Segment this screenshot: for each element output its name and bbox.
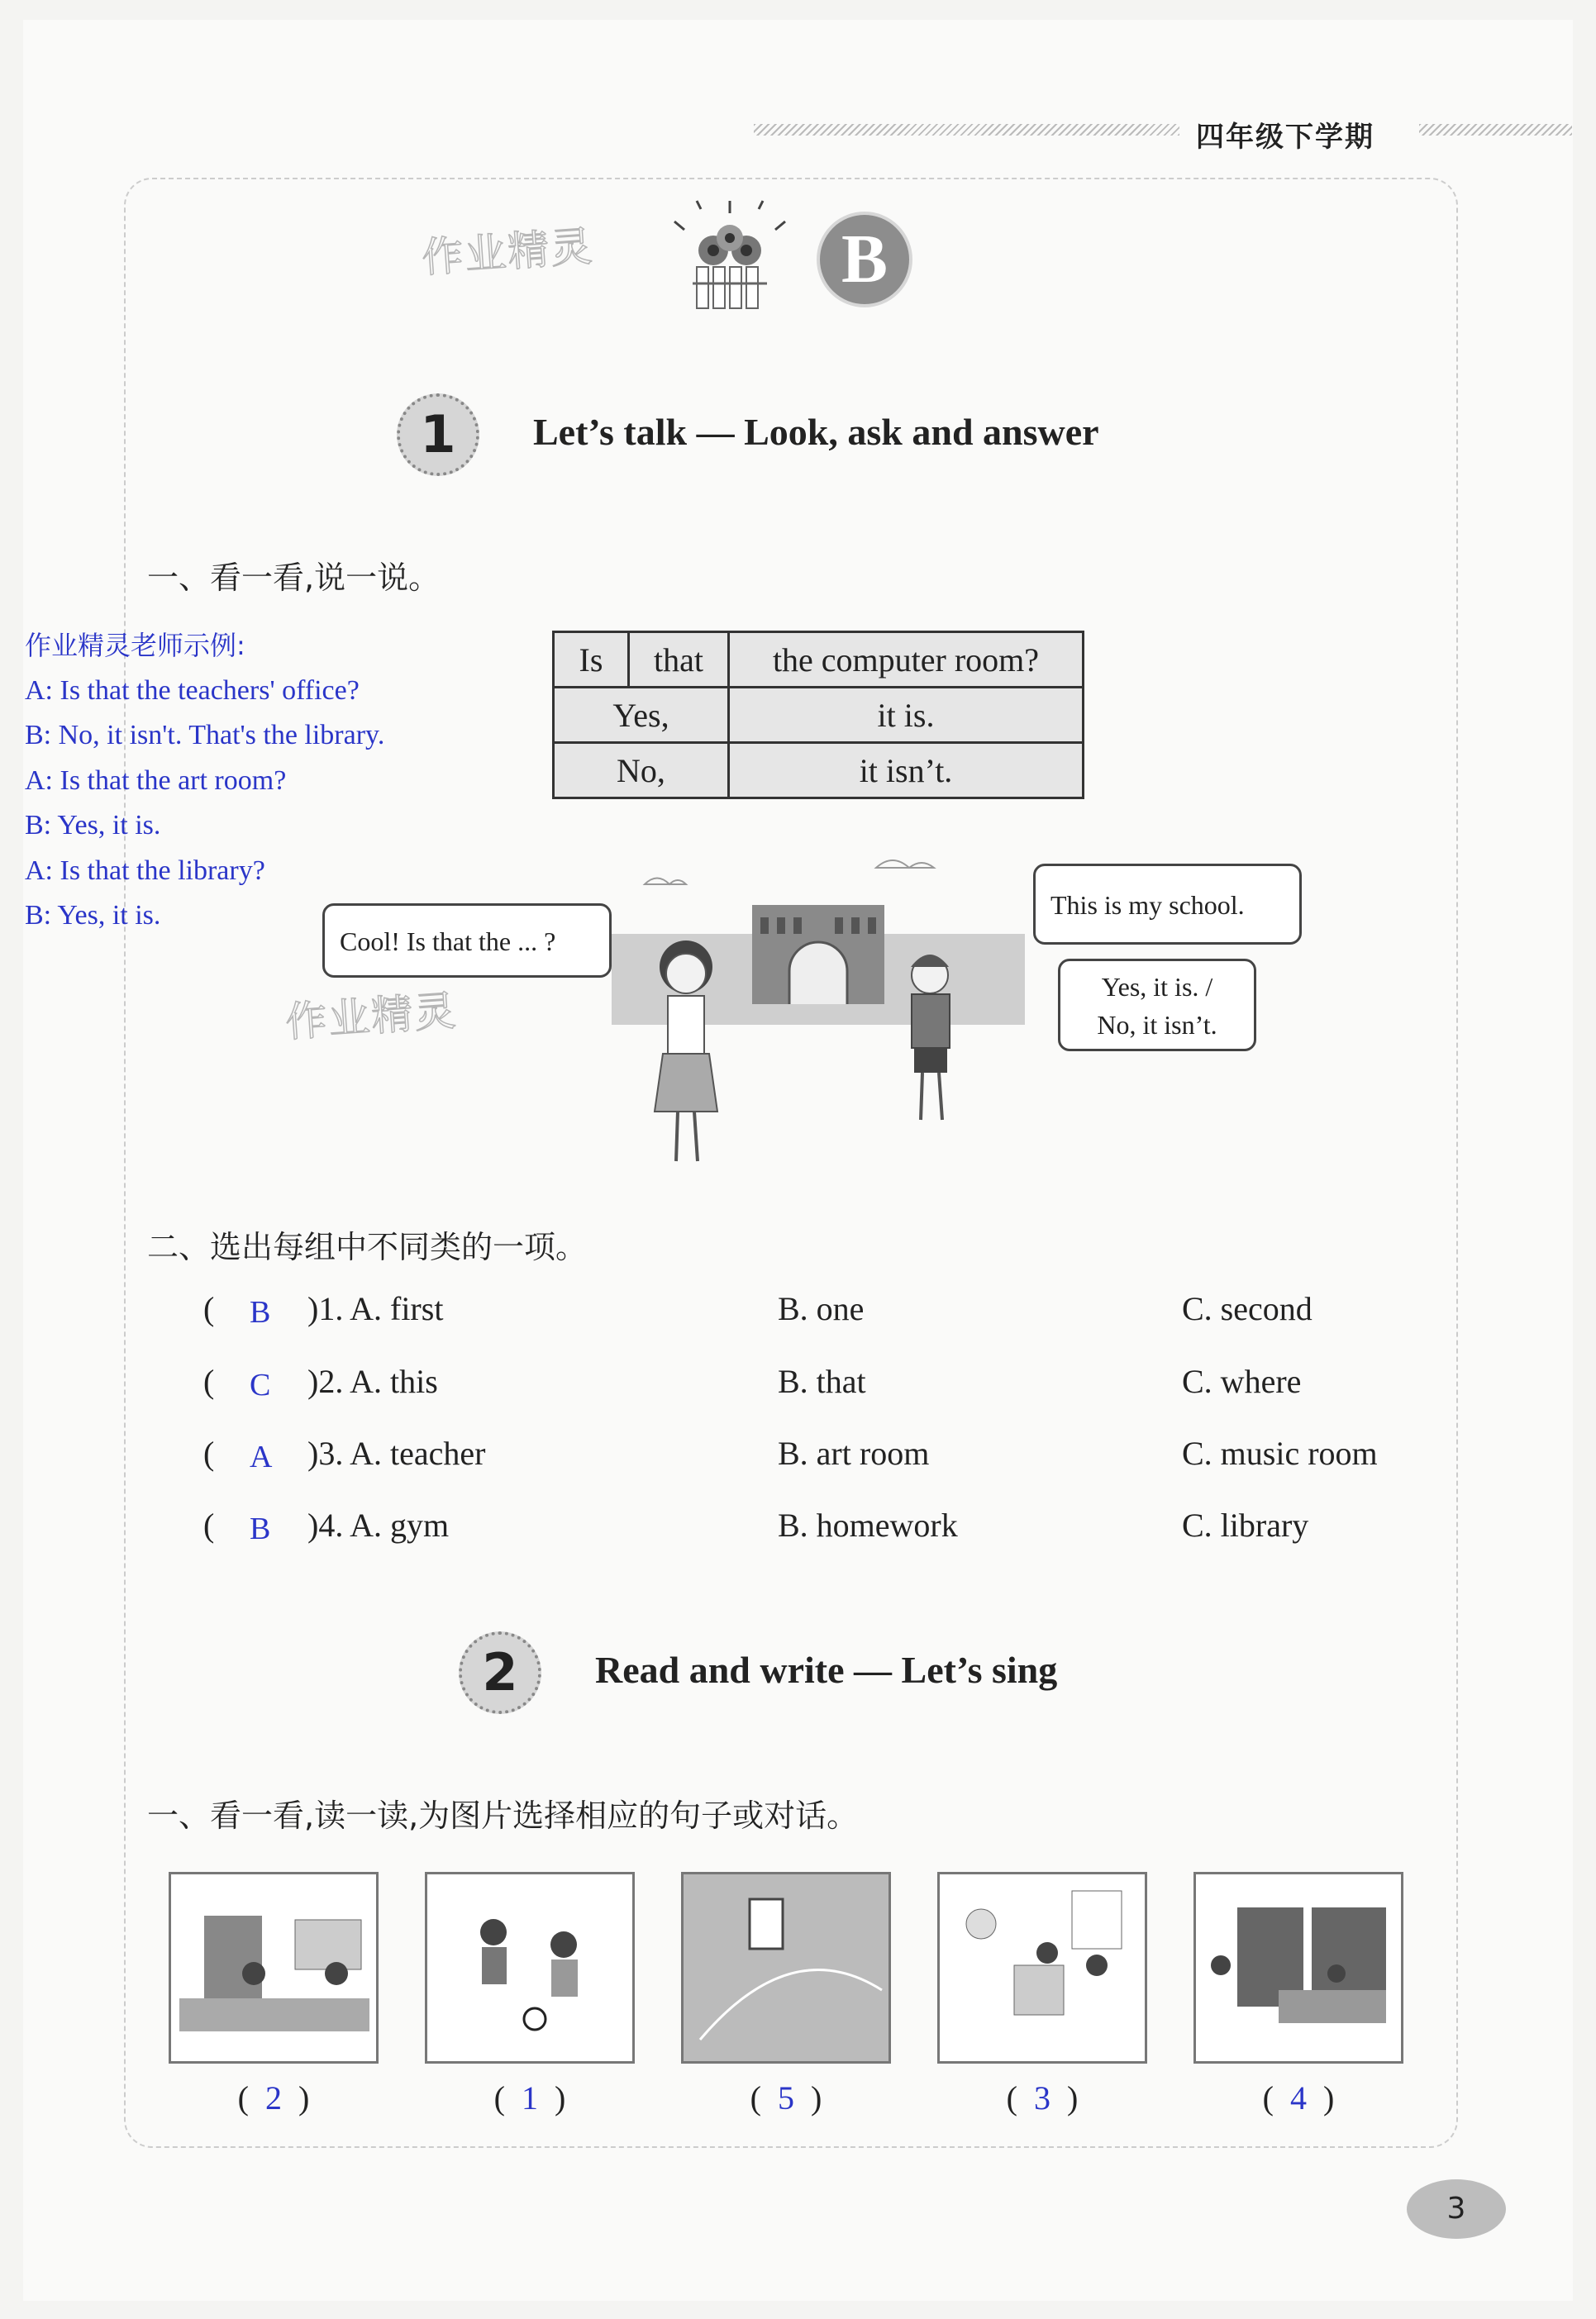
option-a: )3. A. teacher — [307, 1435, 486, 1472]
table-cell: it is. — [729, 688, 1084, 743]
part1-title: Let’s talk — Look, ask and answer — [533, 411, 1099, 453]
sample-line: A: Is that the library? — [25, 855, 265, 886]
paren-open: ( — [237, 2079, 249, 2117]
picture-office — [169, 1872, 379, 2064]
option-c: C. library — [1182, 1507, 1309, 1544]
picture-answer-cell — [937, 2079, 1147, 2117]
picture-answer-cell — [681, 2079, 891, 2117]
library-picture-icon — [1196, 1874, 1401, 2061]
paren-close: ) — [811, 2079, 822, 2117]
grade-label: 四年级下学期 — [1196, 121, 1374, 154]
sample-line: B: No, it isn't. That's the library. — [25, 720, 385, 750]
school-scene-illustration — [612, 843, 1041, 1182]
option-a: )1. A. first — [307, 1290, 444, 1327]
bubble-line: Yes, it is. / — [1101, 972, 1213, 1002]
watermark: 作业精灵 — [283, 986, 460, 1047]
answer-value: 3 — [1034, 2079, 1051, 2117]
sample-answer-block — [25, 623, 455, 939]
table-cell: Yes, — [554, 688, 729, 743]
part3-title: Read and write — Let’s sing — [595, 1649, 1058, 1691]
header-rule-left — [754, 124, 1179, 136]
answer-value: 4 — [1290, 2079, 1307, 2117]
paren-open: ( — [493, 2079, 505, 2117]
table-cell: Is — [554, 632, 629, 688]
paren-close: ) — [298, 2079, 310, 2117]
option-c: C. music room — [1182, 1435, 1378, 1472]
picture-answer-cell — [425, 2079, 635, 2117]
question-row — [203, 1506, 1443, 1555]
grammar-table — [552, 631, 1084, 799]
answer-value: B — [250, 1295, 271, 1330]
header-rule-right — [1419, 124, 1572, 136]
table-cell: that — [629, 632, 729, 688]
office-picture-icon — [171, 1874, 376, 2061]
paren-open: ( — [203, 1435, 215, 1472]
answer-value: C — [250, 1368, 271, 1402]
picture-answers — [169, 2079, 1408, 2128]
option-a: )4. A. gym — [307, 1507, 450, 1544]
boy-speech-bubble-top: This is my school. — [1033, 864, 1302, 945]
flower-fence-icon — [668, 197, 792, 321]
option-c: C. where — [1182, 1363, 1302, 1400]
question-row — [203, 1289, 1443, 1339]
paren-open: ( — [203, 1290, 215, 1327]
paren-close: ) — [555, 2079, 566, 2117]
picture-library — [1193, 1872, 1403, 2064]
table-cell: the computer room? — [729, 632, 1084, 688]
table-cell: No, — [554, 743, 729, 798]
paren-open: ( — [203, 1363, 215, 1400]
answer-value: 5 — [778, 2079, 794, 2117]
paren-close: ) — [1067, 2079, 1079, 2117]
girl-speech-bubble: Cool! Is that the ... ? — [322, 903, 612, 978]
picture-answer-cell — [169, 2079, 379, 2117]
bubble-line: No, it isn’t. — [1097, 1010, 1217, 1040]
page-number: 3 — [1407, 2179, 1506, 2239]
watermark: 作业精灵 — [420, 221, 596, 283]
court-picture-icon — [684, 1874, 889, 2061]
part3-number-badge: 2 — [459, 1631, 541, 1714]
sample-label: 作业精灵老师示例: — [25, 630, 245, 661]
paren-open: ( — [1006, 2079, 1017, 2117]
answer-value: B — [250, 1512, 271, 1546]
question-row — [203, 1362, 1443, 1412]
paren-open: ( — [1262, 2079, 1274, 2117]
paren-open: ( — [750, 2079, 761, 2117]
sample-line: A: Is that the teachers' office? — [25, 674, 360, 706]
part1-heading: 一、看一看,说一说。 — [147, 560, 441, 596]
option-b: B. one — [778, 1290, 865, 1327]
option-a: )2. A. this — [307, 1363, 438, 1400]
picture-football — [425, 1872, 635, 2064]
paren-open: ( — [203, 1507, 215, 1544]
question-row — [203, 1434, 1443, 1483]
option-c: C. second — [1182, 1290, 1313, 1327]
table-cell: it isn’t. — [729, 743, 1084, 798]
football-picture-icon — [427, 1874, 632, 2061]
picture-answer-cell — [1193, 2079, 1403, 2117]
section-letter-badge: B — [817, 212, 912, 307]
part2-heading: 二、选出每组中不同类的一项。 — [147, 1229, 588, 1265]
picture-basketball-court — [681, 1872, 891, 2064]
sample-line: A: Is that the art room? — [25, 764, 287, 796]
answer-value: 2 — [265, 2079, 282, 2117]
boy-speech-bubble-answer — [1058, 959, 1256, 1051]
sample-line: B: Yes, it is. — [25, 810, 161, 840]
answer-value: 1 — [522, 2079, 538, 2117]
part1-number-badge: 1 — [397, 393, 479, 476]
sample-line: B: Yes, it is. — [25, 900, 161, 931]
artroom-picture-icon — [940, 1874, 1145, 2061]
option-b: B. art room — [778, 1435, 930, 1472]
option-b: B. that — [778, 1363, 866, 1400]
paren-close: ) — [1323, 2079, 1335, 2117]
answer-value: A — [250, 1440, 273, 1474]
option-b: B. homework — [778, 1507, 958, 1544]
part3-heading: 一、看一看,读一读,为图片选择相应的句子或对话。 — [147, 1798, 859, 1834]
picture-art-room — [937, 1872, 1147, 2064]
